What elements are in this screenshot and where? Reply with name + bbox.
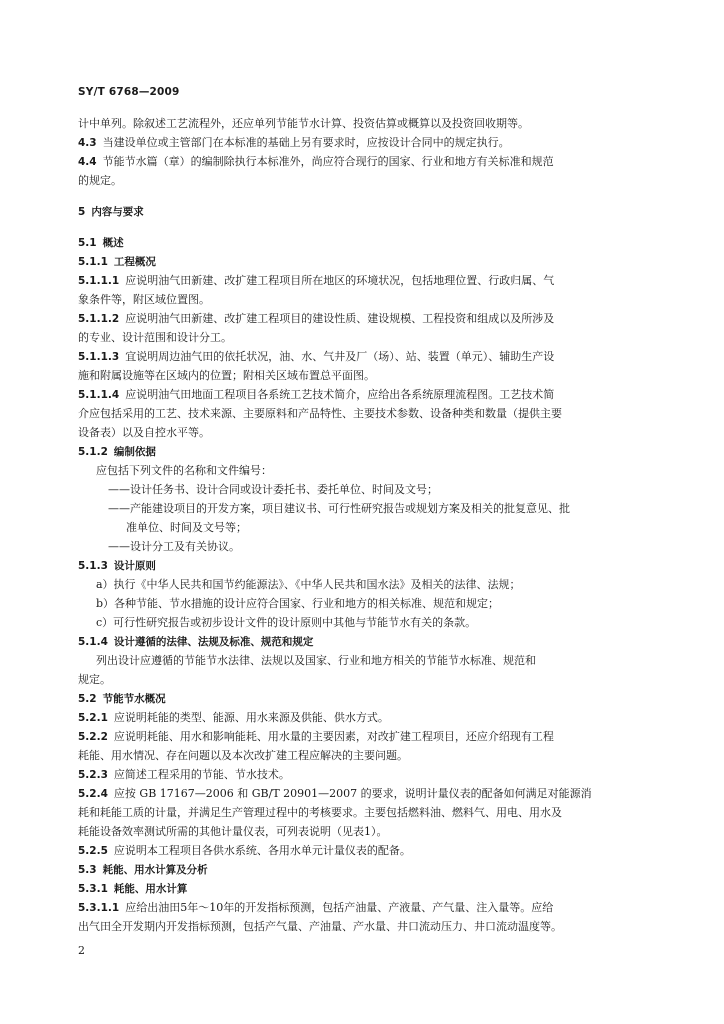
- clause-number: 5.3: [78, 864, 97, 876]
- clause-number: 5.1.1.3: [78, 351, 120, 363]
- clause-number: 5.1.3: [78, 560, 108, 572]
- clause-text: 耗和耗能工质的计量，并满足生产管理过程中的考核要求。主要包括燃料油、燃料气、用电、用水及: [78, 806, 562, 819]
- text-line: [78, 632, 644, 651]
- clause-text: 耗能、用水计算及分析: [102, 864, 208, 876]
- doc-code-header: SY/T 6768—2009: [78, 86, 180, 98]
- clause-text: 应包括下列文件的名称和文件编号：: [96, 464, 272, 477]
- clause-text: 耗能设备效率测试所需的其他计量仪表，可列表说明（见表1）。: [78, 825, 388, 838]
- clause-text: 规定。: [78, 673, 111, 686]
- clause-text: ——设计分工及有关协议。: [108, 540, 240, 553]
- spacer: [78, 190, 644, 202]
- clause-number: 4.4: [78, 156, 97, 168]
- text-line: [78, 613, 644, 632]
- clause-text: ——产能建设项目的开发方案，项目建议书、可行性研究报告或规划方案及相关的批复意见、批: [108, 502, 570, 515]
- clause-text: 应简述工程采用的节能、节水技术。: [113, 768, 290, 781]
- clause-text: 设计原则: [113, 560, 156, 572]
- clause-text: 的规定。: [78, 174, 122, 187]
- text-line: [78, 290, 644, 309]
- clause-number: 5.2: [78, 693, 97, 705]
- clause-text: 介应包括采用的工艺、技术来源、主要原料和产品特性、主要技术参数、设备种类和数量（提供主要: [78, 407, 562, 420]
- text-line: [78, 347, 644, 366]
- clause-text: ——设计任务书、设计合同或设计委托书、委托单位、时间及文号；: [108, 483, 438, 496]
- clause-number: 5: [78, 206, 86, 218]
- clause-number: 5.1.2: [78, 446, 108, 458]
- clause-text: 内容与要求: [91, 206, 144, 218]
- text-line: [78, 594, 644, 613]
- clause-text: 象条件等，附区域位置图。: [78, 293, 210, 306]
- clause-text: 出气田全开发期内开发指标预测，包括产气量、产油量、产水量、井口流动压力、井口流动温度等。: [78, 920, 562, 933]
- clause-text: b）各种节能、节水措施的设计应符合国家、行业和地方的相关标准、规范和规定；: [96, 597, 500, 610]
- text-line: [78, 202, 644, 221]
- text-line: [78, 404, 644, 423]
- clause-text: 的专业、设计范围和设计分工。: [78, 331, 232, 344]
- clause-text: 列出设计应遵循的节能节水法律、法规以及国家、行业和地方相关的节能节水标准、规范和: [96, 654, 536, 667]
- clause-text: 宜说明周边油气田的依托状况，油、水、气井及厂（场）、站、装置（单元）、辅助生产设: [125, 350, 555, 363]
- text-line: [78, 423, 644, 442]
- text-line: [78, 328, 644, 347]
- clause-text: 应说明油气田地面工程项目各系统工艺技术简介，应给出各系统原理流程图。工艺技术简: [125, 388, 555, 401]
- spacer: [78, 221, 644, 233]
- text-line: [78, 442, 644, 461]
- clause-number: 5.1.1: [78, 256, 108, 268]
- text-line: [78, 746, 644, 765]
- clause-text: 应说明本工程项目各供水系统、各用水单元计量仪表的配备。: [113, 844, 411, 857]
- text-line: [78, 879, 644, 898]
- text-line: [78, 803, 644, 822]
- clause-number: 5.2.1: [78, 712, 108, 724]
- clause-text: 施和附属设施等在区域内的位置；附相关区域布置总平面图。: [78, 369, 375, 382]
- clause-text: 节能节水篇（章）的编制除执行本标准外，尚应符合现行的国家、行业和地方有关标准和规范: [102, 155, 554, 168]
- clause-text: 设计遵循的法律、法规及标准、规范和规定: [113, 636, 314, 648]
- text-line: [78, 708, 644, 727]
- clause-text: 节能节水概况: [102, 693, 166, 705]
- text-line: [78, 898, 644, 917]
- text-line: [78, 784, 644, 803]
- page-number: 2: [78, 944, 85, 957]
- clause-text: 计中单列。除叙述工艺流程外，还应单列节能节水计算、投资估算或概算以及投资回收期等。: [78, 117, 529, 130]
- text-line: [78, 480, 644, 499]
- clause-number: 5.2.2: [78, 731, 108, 743]
- text-line: [78, 537, 644, 556]
- clause-number: 5.1.1.2: [78, 313, 120, 325]
- text-line: [78, 233, 644, 252]
- clause-text: 应按 GB 17167—2006 和 GB/T 20901—2007 的要求，说明计量仪表的配备如何满足对能源消: [113, 787, 592, 800]
- text-line: [78, 271, 644, 290]
- text-line: [78, 765, 644, 784]
- clause-text: c）可行性研究报告或初步设计文件的设计原则中其他与节能节水有关的条款。: [96, 616, 477, 629]
- clause-text: 应说明耗能、用水和影响能耗、用水量的主要因素，对改扩建工程项目，还应介绍现有工程: [113, 730, 554, 743]
- text-line: [78, 366, 644, 385]
- text-line: [78, 556, 644, 575]
- text-line: [78, 499, 644, 518]
- clause-number: 5.1: [78, 237, 97, 249]
- text-line: [78, 841, 644, 860]
- clause-text: 应说明油气田新建、改扩建工程项目所在地区的环境状况，包括地理位置、行政归属、气: [125, 274, 555, 287]
- text-line: [78, 575, 644, 594]
- clause-text: 概述: [102, 237, 124, 249]
- text-line: [78, 727, 644, 746]
- clause-text: 编制依据: [113, 446, 156, 458]
- clause-text: 当建设单位或主管部门在本标准的基础上另有要求时，应按设计合同中的规定执行。: [102, 136, 510, 149]
- text-line: [78, 670, 644, 689]
- clause-text: 设备表）以及自控水平等。: [78, 426, 210, 439]
- text-line: [78, 689, 644, 708]
- text-line: [78, 461, 644, 480]
- text-line: [78, 518, 644, 537]
- text-line: [78, 651, 644, 670]
- text-line: [78, 114, 644, 133]
- text-line: [78, 385, 644, 404]
- clause-text: 应给出油田5年～10年的开发指标预测，包括产油量、产液量、产气量、注入量等。应给: [125, 901, 554, 914]
- clause-number: 5.1.1.1: [78, 275, 120, 287]
- text-line: [78, 860, 644, 879]
- clause-number: 5.2.5: [78, 845, 108, 857]
- text-line: [78, 917, 644, 936]
- text-line: [78, 822, 644, 841]
- clause-number: 5.1.4: [78, 636, 108, 648]
- text-line: [78, 171, 644, 190]
- text-line: [78, 133, 644, 152]
- clause-number: 5.1.1.4: [78, 389, 120, 401]
- clause-text: 耗能、用水计算: [113, 883, 188, 895]
- document-body: [78, 114, 644, 936]
- clause-text: 耗能、用水情况、存在问题以及本次改扩建工程应解决的主要问题。: [78, 749, 408, 762]
- clause-number: 4.3: [78, 137, 97, 149]
- clause-number: 5.3.1.1: [78, 902, 120, 914]
- clause-text: 工程概况: [113, 256, 156, 268]
- clause-text: 应说明耗能的类型、能源、用水来源及供能、供水方式。: [113, 711, 389, 724]
- text-line: [78, 309, 644, 328]
- clause-text: a）执行《中华人民共和国节约能源法》、《中华人民共和国水法》及相关的法律、法规；: [96, 578, 521, 591]
- clause-text: 应说明油气田新建、改扩建工程项目的建设性质、建设规模、工程投资和组成以及所涉及: [125, 312, 555, 325]
- text-line: [78, 152, 644, 171]
- clause-number: 5.3.1: [78, 883, 108, 895]
- text-line: [78, 252, 644, 271]
- clause-number: 5.2.4: [78, 788, 108, 800]
- clause-number: 5.2.3: [78, 769, 108, 781]
- clause-text: 准单位、时间及文号等；: [126, 521, 247, 534]
